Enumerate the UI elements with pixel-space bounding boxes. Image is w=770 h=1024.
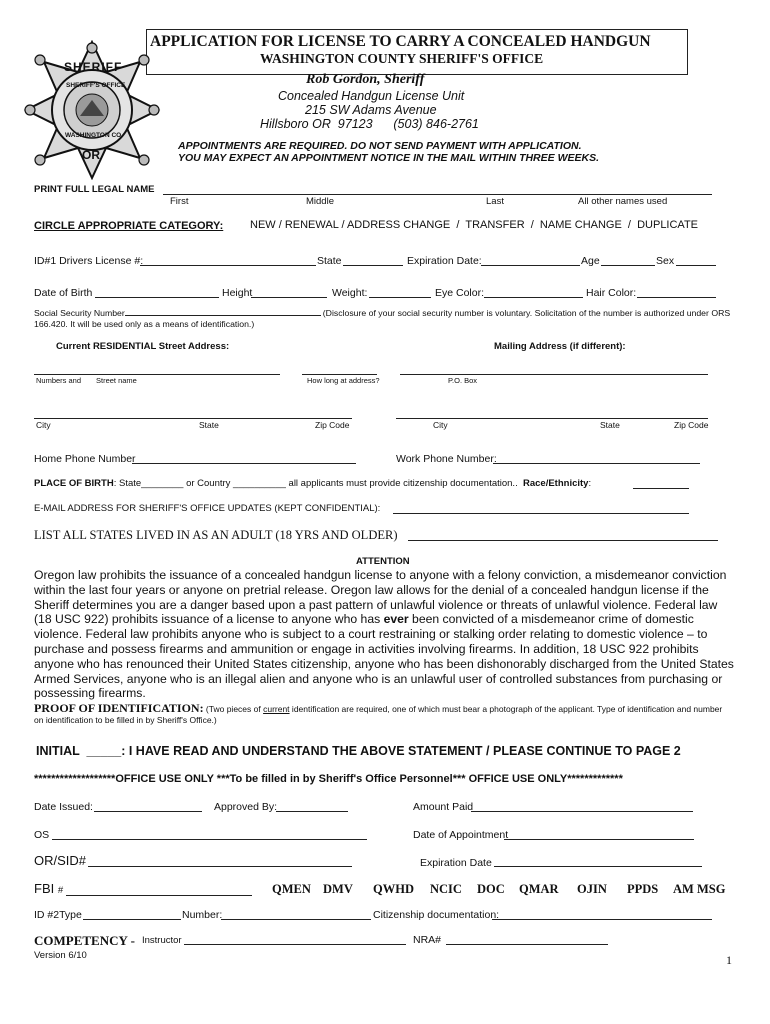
dob-label: Date of Birth [34, 287, 93, 299]
competency-label: COMPETENCY - [34, 933, 135, 948]
nra-field[interactable] [446, 944, 608, 945]
id2-number-field[interactable] [221, 919, 371, 920]
residential-street-field[interactable] [34, 374, 280, 375]
version-label: Version 6/10 [34, 950, 87, 961]
place-of-birth-row[interactable]: PLACE OF BIRTH: State________ or Country __________ all applicants must provide citizenship documentation.. Race/Ethnicity: [34, 478, 592, 489]
appointments-notice: APPOINTMENTS ARE REQUIRED. DO NOT SEND PAYMENT WITH APPLICATION. [178, 140, 582, 152]
date-issued-label: Date Issued: [34, 801, 93, 813]
id2-type-field[interactable] [83, 919, 181, 920]
office-use-banner: *******************OFFICE USE ONLY ***To be filled in by Sheriff's Office Personnel*** OFFICE USE ONLY************* [34, 773, 623, 785]
fbi-field[interactable] [66, 895, 252, 896]
ssn-label: Social Security Number [34, 308, 125, 318]
place-of-birth-text: : State________ or Country __________ all applicants must provide citizenship documentation.. [113, 478, 518, 489]
form-title: APPLICATION FOR LICENSE TO CARRY A CONCEALED HANDGUN [150, 33, 651, 50]
age-label: Age [581, 255, 600, 267]
instructor-label: Instructor [142, 935, 182, 946]
instructor-field[interactable] [184, 944, 406, 945]
name-last-caption: Last [486, 196, 504, 207]
check-ojin[interactable]: OJIN [577, 882, 607, 896]
date-issued-field[interactable] [94, 811, 202, 812]
check-ppds[interactable]: PPDS [627, 882, 659, 896]
date-appointment-field[interactable] [504, 839, 694, 840]
fbi-label: FBI # [34, 881, 64, 896]
po-box-caption: P.O. Box [448, 376, 478, 385]
badge-ring-text: SHERIFF'S OFFICE [66, 82, 126, 89]
attention-heading: ATTENTION [356, 556, 410, 567]
mailing-po-box-field[interactable] [400, 374, 708, 375]
check-qwhd[interactable]: QWHD [373, 882, 414, 896]
res-city-caption: City [36, 420, 51, 430]
expiration-field[interactable] [481, 265, 580, 266]
nra-label: NRA# [413, 934, 442, 946]
sex-label: Sex [656, 255, 675, 267]
id2-type-label: ID #2Type [34, 909, 82, 921]
sheriff-name: Rob Gordon, Sheriff [306, 72, 425, 87]
mail-city-caption: City [433, 420, 448, 430]
amount-paid-label: Amount Paid [413, 801, 474, 813]
numbers-caption: Numbers and [36, 376, 82, 385]
name-other-caption: All other names used [578, 196, 668, 207]
res-state-caption: State [199, 420, 219, 430]
category-label: CIRCLE APPROPRIATE CATEGORY: [34, 220, 224, 232]
full-name-label: PRINT FULL LEGAL NAME [34, 184, 155, 195]
dob-field[interactable] [95, 297, 219, 298]
unit-name: Concealed Handgun License Unit [278, 89, 465, 103]
street-name-caption: Street name [96, 376, 137, 385]
unit-address: 215 SW Adams Avenue [305, 103, 437, 117]
race-field[interactable] [633, 488, 689, 489]
exp-date-label: Expiration Date [420, 857, 492, 869]
race-label: Race/Ethnicity [523, 478, 589, 489]
check-doc[interactable]: DOC [477, 882, 505, 896]
residential-label: Current RESIDENTIAL Street Address: [56, 341, 230, 352]
os-label: OS [34, 829, 50, 841]
badge-bottom-text: WASHINGTON CO [65, 132, 122, 139]
res-zip-caption: Zip Code [315, 420, 350, 430]
proof-label: PROOF OF IDENTIFICATION: [34, 701, 204, 715]
id2-number-label: Number: [182, 909, 223, 921]
dl-state-field[interactable] [343, 265, 403, 266]
check-qmen[interactable]: QMEN [272, 882, 311, 896]
or-sid-field[interactable] [88, 866, 352, 867]
work-phone-label: Work Phone Number: [396, 453, 497, 465]
office-name: WASHINGTON COUNTY SHERIFF'S OFFICE [260, 51, 544, 66]
page-number: 1 [726, 953, 732, 967]
weight-label: Weight: [332, 287, 368, 299]
initial-statement[interactable]: INITIAL _____: I HAVE READ AND UNDERSTAND THE ABOVE STATEMENT / PLEASE CONTINUE TO PAGE 2 [36, 744, 681, 758]
hair-label: Hair Color: [586, 287, 637, 299]
citizenship-field[interactable] [492, 919, 712, 920]
check-qmar[interactable]: QMAR [519, 882, 559, 896]
eye-field[interactable] [484, 297, 583, 298]
check-dmv[interactable]: DMV [323, 882, 353, 896]
home-phone-field[interactable] [132, 463, 356, 464]
proof-of-identification: PROOF OF IDENTIFICATION: (Two pieces of current identification are required, one of which must bear a photograph of the applicant. Type of identification and number on identification to be filled in by Sheriff's Office.) [34, 701, 723, 725]
category-options[interactable]: NEW / RENEWAL / ADDRESS CHANGE / TRANSFER / NAME CHANGE / DUPLICATE [250, 219, 699, 231]
name-first-caption: First [170, 196, 189, 207]
approved-by-label: Approved By: [214, 801, 278, 813]
hair-field[interactable] [637, 297, 716, 298]
ssn-field[interactable] [125, 307, 321, 316]
mailing-city-field[interactable] [396, 418, 708, 419]
how-long-caption: How long at address? [307, 376, 380, 385]
full-name-field[interactable] [163, 194, 712, 195]
residential-city-field[interactable] [34, 418, 352, 419]
date-appointment-label: Date of Appointment [413, 829, 509, 841]
mail-notice: YOU MAY EXPECT AN APPOINTMENT NOTICE IN THE MAIL WITHIN THREE WEEKS. [178, 152, 599, 164]
ssn-disclosure-note: (Disclosure of your social security number is voluntary. Solicitation of the number is authorized under ORS 166.420. It will be used only as a means of identification.) [34, 308, 731, 329]
ever-emphasis: ever [383, 612, 409, 627]
how-long-field[interactable] [302, 374, 377, 375]
exp-date-field[interactable] [494, 866, 702, 867]
ssn-block [34, 307, 734, 330]
sheriff-badge-icon [22, 40, 162, 185]
or-sid-label: OR/SID# [34, 853, 87, 868]
work-phone-field[interactable] [493, 463, 700, 464]
height-field[interactable] [251, 297, 327, 298]
badge-top-text: SHERIFF [64, 60, 123, 74]
approved-by-field[interactable] [276, 811, 348, 812]
os-field[interactable] [52, 839, 367, 840]
email-label: E-MAIL ADDRESS FOR SHERIFF'S OFFICE UPDATES (KEPT CONFIDENTIAL): [34, 503, 381, 514]
height-label: Height [222, 287, 253, 299]
name-middle-caption: Middle [306, 196, 334, 207]
amount-paid-field[interactable] [471, 811, 693, 812]
weight-field[interactable] [369, 297, 431, 298]
expiration-label: Expiration Date: [407, 255, 482, 267]
dl-state-label: State [317, 255, 342, 267]
drivers-license-field[interactable] [140, 265, 316, 266]
email-field[interactable] [393, 513, 689, 514]
age-field[interactable] [601, 265, 655, 266]
unit-city-phone: Hillsboro OR 97123 (503) 846-2761 [260, 117, 479, 131]
check-am-msg[interactable]: AM MSG [673, 882, 726, 896]
badge-state: OR [82, 148, 100, 162]
states-lived-label: LIST ALL STATES LIVED IN AS AN ADULT (18 YRS AND OLDER) [34, 528, 398, 542]
mail-state-caption: State [600, 420, 620, 430]
drivers-license-label: ID#1 Drivers License #: [34, 255, 144, 267]
attention-paragraph: Oregon law prohibits the issuance of a concealed handgun license to anyone with a felony conviction, a misdemeanor conviction within the last four years or anyone on pretrial release. Oregon law allows for the denial of a concealed handgun license if the Sheriff determines you are a danger based upon a past pattern of unlawful violence or threats of unlawful violence. Federal law (18 USC 922) prohibits issuance of a license to anyone who has ever been convicted of a misdemeanor crime of domestic violence. Federal law prohibits anyone who is subject to a court restraining or stalking order relating to domestic violence – to purchase and possess firearms and ammunition or engage in activities involving firearms. In addition, 18 USC 922 prohibits anyone who has renounced their United States citizenship, anyone who has been dishonorably discharged from the United States Armed Services, anyone who is an illegal alien and anyone who is an unlawful user of controlled substances from purchasing or possessing firearms. [34, 568, 734, 701]
citizenship-label: Citizenship documentation: [373, 909, 500, 921]
check-ncic[interactable]: NCIC [430, 882, 462, 896]
states-lived-field[interactable] [408, 540, 718, 541]
eye-label: Eye Color: [435, 287, 485, 299]
sex-field[interactable] [676, 265, 716, 266]
mail-zip-caption: Zip Code [674, 420, 709, 430]
mailing-label: Mailing Address (if different): [494, 341, 626, 352]
home-phone-label: Home Phone Number [34, 453, 136, 465]
place-of-birth-label: PLACE OF BIRTH [34, 478, 114, 489]
